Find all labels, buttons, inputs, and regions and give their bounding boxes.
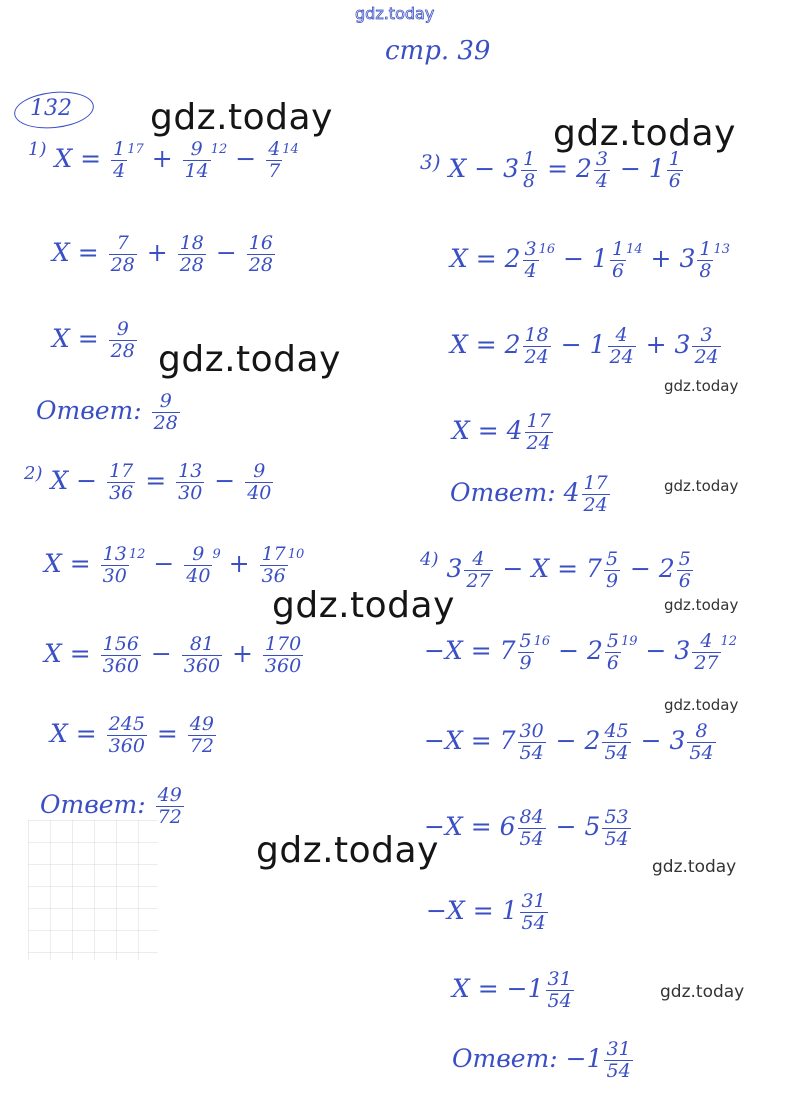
p4-answer: Ответ: −1 $\frac{31}{54}$ (452, 1038, 631, 1082)
p3-label: 3) (420, 150, 441, 174)
p1-eq2: X = $\frac{7}{28}$ + $\frac{18}{28}$ − $\frac{16}{28}$ (52, 232, 273, 276)
p3-eq2: X = 2 $\frac{3}{4}$ $^{16}$ − 1 $\frac{1}{6}$ $^{14}$ + 3 $\frac{1}{8}$ $^{13}$ (450, 238, 730, 282)
watermark-small: gdz.today (660, 982, 745, 1002)
p2-eq2: X = $\frac{13}{30}$ $^{12}$ − $\frac{9}{40}$ $^9$ + $\frac{17}{36}$ $^{10}$ (44, 543, 305, 587)
page-reference: стр. 39 (385, 36, 491, 66)
p2-eq3: X = $\frac{156}{360}$ − $\frac{81}{360}$ + $\frac{170}{360}$ (44, 633, 302, 677)
watermark-small: gdz.today (664, 477, 739, 495)
watermark: gdz.today (256, 830, 439, 871)
watermark-small: gdz.today (664, 596, 739, 614)
p1-answer: Ответ: $\frac{9}{28}$ (36, 390, 178, 434)
task-number: 132 (30, 96, 72, 121)
p4-label: 4) (420, 549, 439, 570)
watermark-small: gdz.today (652, 857, 737, 877)
p3-eq1: $^{3)}$ X − 3 $\frac{1}{8}$ = 2 $\frac{3}{4}$ − 1 $\frac{1}{6}$ (420, 148, 681, 192)
p4-eq2: −X = 7 $\frac{5}{9}$ $^{16}$ − 2 $\frac{5}{6}$ $^{19}$ − 3 $\frac{4}{27}$ $^{12}$ (424, 630, 738, 674)
p1-eq3: X = $\frac{9}{28}$ (52, 318, 135, 362)
p1-eq1: $^{1)}$ X = $\frac{1}{4}$ $^{17}$ + $\frac{9}{14}$ $^{12}$ − $\frac{4}{7}$ $^{14}$ (28, 138, 299, 182)
watermark: gdz.today (158, 339, 341, 380)
watermark: gdz.today (553, 113, 736, 154)
p4-eq4: −X = 6 $\frac{84}{54}$ − 5 $\frac{53}{54}$ (424, 806, 629, 850)
p4-eq1: $^{4)}$ 3 $\frac{4}{27}$ − X = 7 $\frac{5}{9}$ − 2 $\frac{5}{6}$ (420, 548, 691, 592)
faint-grid (28, 820, 158, 960)
p4-eq6: X = −1 $\frac{31}{54}$ (452, 968, 572, 1012)
p2-label: 2) (24, 463, 43, 484)
p2-eq4: X = $\frac{245}{360}$ = $\frac{49}{72}$ (50, 713, 214, 757)
watermark-small: gdz.today (664, 377, 739, 395)
watermark: gdz.today (150, 97, 333, 138)
p1-label: 1) (28, 139, 47, 160)
p4-eq3: −X = 7 $\frac{30}{54}$ − 2 $\frac{45}{54}$ − 3 $\frac{8}{54}$ (424, 720, 714, 764)
p2-answer: Ответ: $\frac{49}{72}$ (40, 784, 182, 828)
p3-eq4: X = 4 $\frac{17}{24}$ (452, 410, 551, 454)
p3-eq3: X = 2 $\frac{18}{24}$ − 1 $\frac{4}{24}$ + 3 $\frac{3}{24}$ (450, 324, 719, 368)
p4-eq5: −X = 1 $\frac{31}{54}$ (426, 890, 546, 934)
watermark: gdz.today (272, 585, 455, 626)
p2-eq1: $^{2)}$ X − $\frac{17}{36}$ = $\frac{13}{30}$ − $\frac{9}{40}$ (24, 460, 272, 504)
watermark-small: gdz.today (664, 696, 739, 714)
header-watermark: gdz.today (355, 4, 435, 23)
p3-answer: Ответ: 4 $\frac{17}{24}$ (450, 472, 608, 516)
